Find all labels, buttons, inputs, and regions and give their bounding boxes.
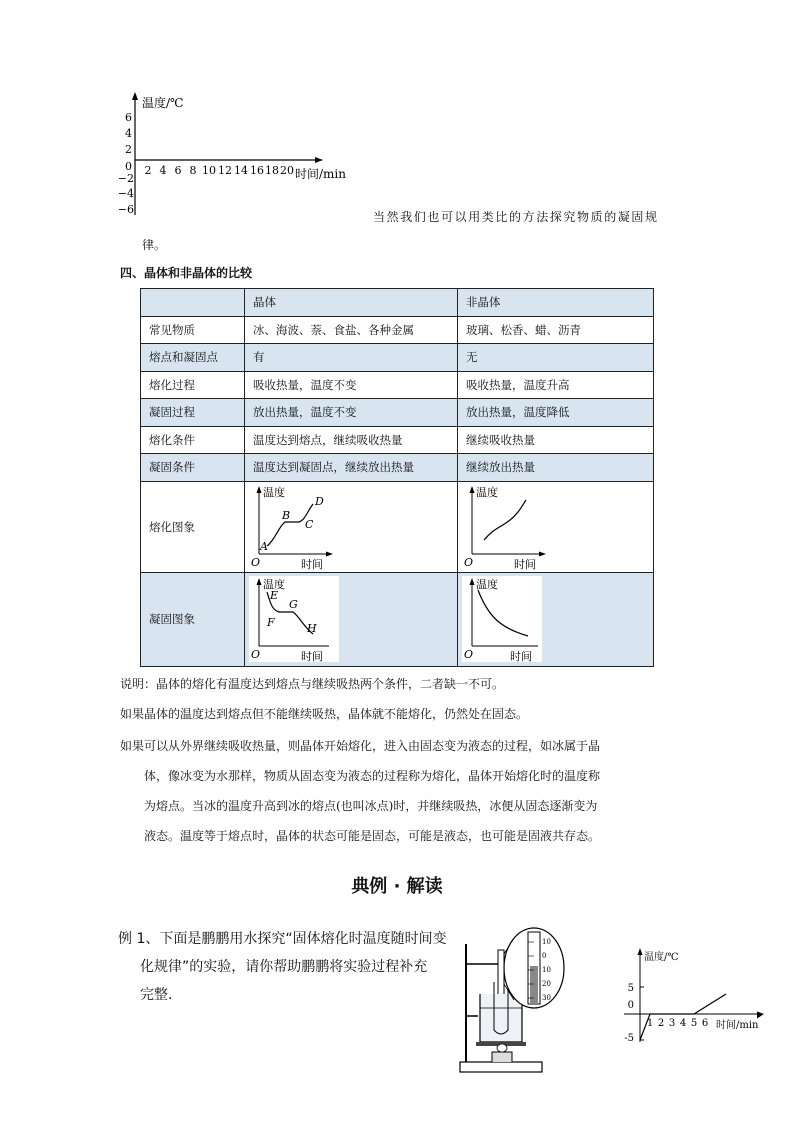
x-tick: 8 — [189, 164, 197, 177]
table-cell: 放出热量，温度降低 — [458, 399, 654, 427]
table-cell: 常见物质 — [141, 316, 245, 344]
table-cell: 继续放出热量 — [458, 454, 654, 482]
thermo-tick: 10 — [542, 966, 551, 974]
point-b-label: B — [282, 508, 291, 522]
point-h-label: H — [307, 622, 317, 635]
example-graph-y-label: 温度/℃ — [644, 952, 679, 963]
x-tick: 5 — [690, 1018, 698, 1029]
graph-y-label: 温度 — [263, 485, 285, 499]
note-1: 说明：晶体的熔化有温度达到熔点与继续吸热两个条件，二者缺一不可。 — [120, 677, 505, 691]
point-d-label: D — [315, 494, 324, 508]
table-cell: 温度达到凝固点，继续放出热量 — [245, 454, 458, 482]
x-tick: 6 — [701, 1018, 709, 1029]
intro-line-2: 律。 — [142, 238, 167, 252]
y-tick: 0 — [627, 1000, 634, 1011]
x-tick: 16 — [250, 164, 264, 177]
note-3-line-4: 液态。温度等于熔点时，晶体的状态可能是固态，可能是液态，也可能是固液共存态。 — [144, 829, 601, 843]
thermo-tick: 10 — [542, 938, 551, 946]
table-row-solidifying-graph — [141, 572, 654, 666]
table-header-cell: 非晶体 — [458, 289, 654, 317]
y-tick: 6 — [125, 111, 132, 124]
table-row — [141, 371, 654, 399]
example-temperature-graph — [604, 946, 770, 1046]
example-1-line-2: 化规律”的实验，请你帮助鹏鹏将实验过程补充 — [140, 959, 428, 975]
note-3-line-1: 如果可以从外界继续吸收热量，则晶体开始熔化，进入由固态变为液态的过程，如冰属于晶 — [120, 739, 601, 753]
y-tick: 0 — [125, 160, 132, 173]
amorphous-melting-graph-cell — [458, 481, 654, 572]
table-cell: 熔化图象 — [141, 481, 245, 572]
thermo-tick: 30 — [542, 994, 551, 1002]
amorphous-melting-graph — [462, 484, 552, 570]
x-tick: 18 — [265, 164, 279, 177]
x-tick: 3 — [668, 1018, 676, 1029]
table-cell: 凝固图象 — [141, 572, 245, 666]
point-g-label: G — [289, 598, 298, 611]
example-section-heading: 典例 · 解读 — [351, 876, 443, 897]
example-1-line-1: 例 1、下面是鹏鹏用水探究“固体熔化时温度随时间变 — [118, 931, 447, 947]
point-f-label: F — [267, 616, 275, 629]
note-3-line-3: 为熔点。当冰的温度升高到冰的熔点(也叫冰点)时，并继续吸热，冰便从固态逐渐变为 — [144, 799, 598, 813]
thermo-tick: 0 — [542, 952, 547, 960]
graph-y-label: 温度 — [476, 578, 498, 591]
point-a-label: A — [260, 539, 268, 553]
top-graph-x-label: 时间/min — [295, 167, 346, 181]
y-tick: −6 — [117, 203, 134, 216]
table-row-melting-graph — [141, 481, 654, 572]
y-tick: 2 — [125, 143, 132, 156]
point-e-label: E — [270, 589, 279, 602]
table-cell: 凝固过程 — [141, 399, 245, 427]
table-row — [141, 344, 654, 372]
note-2: 如果晶体的温度达到熔点但不能继续吸热，晶体就不能熔化，仍然处在固态。 — [120, 707, 529, 721]
table-cell: 继续吸收热量 — [458, 426, 654, 454]
table-cell: 放出热量，温度不变 — [245, 399, 458, 427]
table-header-cell: 晶体 — [245, 289, 458, 317]
y-tick: 4 — [125, 127, 132, 140]
example-graph-x-label: 时间/min — [716, 1020, 759, 1031]
x-tick: 10 — [202, 164, 216, 177]
table-cell: 玻璃、松香、蜡、沥青 — [458, 316, 654, 344]
graph-origin-label: O — [251, 648, 261, 661]
table-cell: 吸收热量，温度升高 — [458, 371, 654, 399]
y-tick: −2 — [117, 172, 134, 185]
graph-y-label: 温度 — [263, 578, 285, 591]
amorphous-solidifying-graph — [462, 576, 542, 662]
point-c-label: C — [305, 517, 314, 531]
crystal-comparison-table — [140, 288, 654, 667]
table-cell: 无 — [458, 344, 654, 372]
y-tick: 5 — [627, 983, 634, 994]
graph-y-label: 温度 — [476, 485, 498, 499]
example-1-line-3: 完整． — [140, 987, 182, 1003]
x-tick: 20 — [280, 164, 294, 177]
table-cell: 熔点和凝固点 — [141, 344, 245, 372]
table-cell: 冰、海波、萘、食盐、各种金属 — [245, 316, 458, 344]
x-tick: 6 — [174, 164, 182, 177]
table-header-cell — [141, 289, 245, 317]
crystal-melting-graph — [249, 484, 339, 570]
table-cell: 吸收热量，温度不变 — [245, 371, 458, 399]
top-graph-y-label: 温度/℃ — [142, 96, 184, 110]
x-tick: 4 — [679, 1018, 687, 1029]
crystal-melting-graph-cell — [245, 481, 458, 572]
table-header-row — [141, 289, 654, 317]
x-tick: 2 — [144, 164, 152, 177]
table-row — [141, 426, 654, 454]
graph-origin-label: O — [464, 648, 474, 661]
table-cell: 有 — [245, 344, 458, 372]
crystal-solidifying-graph-cell — [245, 572, 458, 666]
y-tick: −4 — [117, 187, 134, 200]
table-cell: 熔化过程 — [141, 371, 245, 399]
table-cell: 熔化条件 — [141, 426, 245, 454]
x-tick: 2 — [657, 1018, 665, 1029]
intro-line-1: 当然我们也可以用类比的方法探究物质的凝固规 — [373, 210, 659, 224]
table-cell: 温度达到熔点，继续吸收热量 — [245, 426, 458, 454]
graph-x-label: 时间 — [301, 650, 323, 662]
x-tick: 14 — [234, 164, 248, 177]
graph-origin-label: O — [251, 555, 261, 569]
note-3-line-2: 体，像冰变为水那样，物质从固态变为液态的过程称为熔化，晶体开始熔化时的温度称 — [144, 769, 601, 783]
heating-apparatus-illustration — [456, 924, 568, 1080]
section-4-title: 四、晶体和非晶体的比较 — [120, 266, 253, 280]
graph-x-label: 时间 — [514, 557, 536, 570]
graph-origin-label: O — [464, 555, 474, 569]
thermo-tick: 20 — [542, 980, 551, 988]
top-empty-graph — [115, 90, 355, 220]
graph-x-label: 时间 — [510, 650, 532, 662]
table-row — [141, 399, 654, 427]
table-cell: 凝固条件 — [141, 454, 245, 482]
crystal-solidifying-graph — [249, 576, 339, 662]
x-tick: 4 — [159, 164, 167, 177]
y-tick: -5 — [624, 1033, 634, 1044]
table-row — [141, 454, 654, 482]
table-row — [141, 316, 654, 344]
graph-x-label: 时间 — [301, 557, 323, 570]
x-tick: 1 — [646, 1018, 654, 1029]
x-tick: 12 — [218, 164, 232, 177]
amorphous-solidifying-graph-cell — [458, 572, 654, 666]
